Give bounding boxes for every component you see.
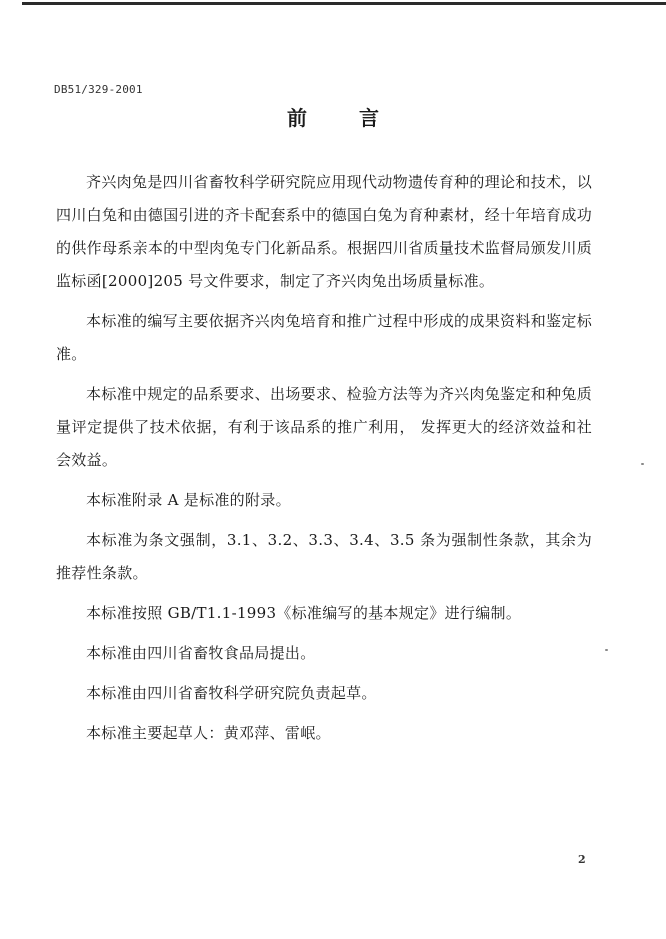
foreword-body	[56, 166, 592, 757]
paragraph-2: 本标准的编写主要依据齐兴肉兔培育和推广过程中形成的成果资料和鉴定标准。	[56, 312, 592, 363]
paragraph-7: 本标准由四川省畜牧食品局提出。	[86, 644, 316, 662]
page-title-char-2: 言	[359, 106, 379, 130]
page-title	[0, 102, 666, 131]
paragraph-8: 本标准由四川省畜牧科学研究院负责起草。	[86, 684, 377, 702]
paragraph-4: 本标准附录 A 是标准的附录。	[86, 491, 291, 509]
paragraph-3: 本标准中规定的品系要求、出场要求、检验方法等为齐兴肉兔鉴定和种兔质量评定提供了技术依据，有利于该品系的推广利用， 发挥更大的经济效益和社会效益。	[56, 385, 592, 469]
page-number: 2	[578, 853, 586, 866]
paragraph-9: 本标准主要起草人：黄邓萍、雷岷。	[86, 724, 331, 742]
scan-speck	[641, 463, 644, 465]
scan-speck	[605, 649, 608, 651]
paragraph-1: 齐兴肉兔是四川省畜牧科学研究院应用现代动物遗传育种的理论和技术，以四川白兔和由德国引进的齐卡配套系中的德国白兔为育种素材，经十年培育成功的供作母系亲本的中型肉兔专门化新品系。根据四川省质量技术监督局颁发川质监标函[2000]205 号文件要求，制定了齐兴肉兔出场质量标准。	[56, 173, 592, 290]
document-code: DB51/329-2001	[54, 83, 143, 96]
paragraph-6: 本标准按照 GB/T1.1-1993《标准编写的基本规定》进行编制。	[86, 604, 522, 622]
page-title-char-1: 前	[287, 106, 307, 130]
top-rule	[22, 2, 666, 5]
paragraph-5: 本标准为条文强制，3.1、3.2、3.3、3.4、3.5 条为强制性条款，其余为推荐性条款。	[56, 531, 592, 582]
